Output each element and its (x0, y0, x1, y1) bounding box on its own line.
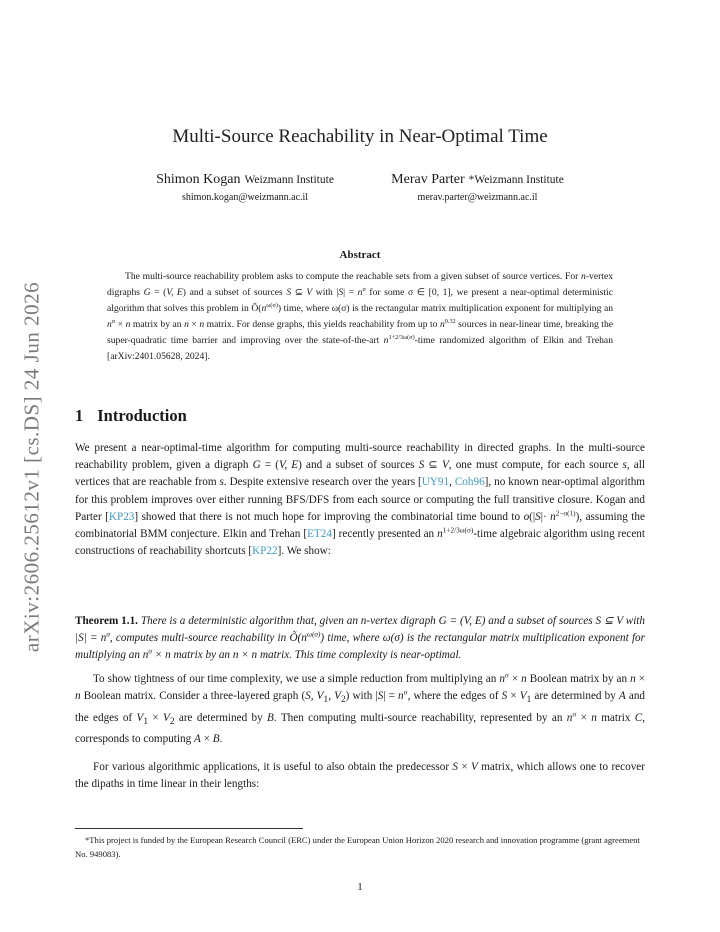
abstract-text: The multi-source reachability problem asks to compute the reachable sets from a given subset of source vertices. For n-vertex digraphs G = (V, E) and a subset of sources S ⊆ V with $|S| = n^\sigma$ for some σ ∈ [0, 1], we present a near-optimal deterministic algorithm that solves this problem in $Õ(n^{\omega(\sigma)})$ time, where ω(σ) is the rectangular matrix multiplication exponent for multiplying an $n^\sigma \times n$ matrix by an n × n matrix. For dense graphs, this yields reachability from up to $n^{0.32}$ sources in near-linear time, breaking the super-quadratic time barrier and improving over the state-of-the-art $n^{1+2/3\omega(\sigma)}$-time randomized algorithm of Elkin and Trehan [arXiv:2401.05628, 2024]. (107, 271, 614, 362)
abstract-heading: Abstract (339, 249, 381, 261)
author-email[interactable]: merav.parter@weizmann.ac.il (417, 192, 538, 203)
intro-paragraph: We present a near-optimal-time algorithm for computing multi-source reachability in directed graphs. In the multi-source reachability problem, given a digraph G = (V, E) and a subset of sources S ⊆ V, one must compute, for each source s, all vertices that are reachable from s. Despite extensive research over the years [UY91, Coh96], no known near-optimal algorithm for this problem improves over either running BFS/DFS from each source or computing the full transitive closure. Kogan and Parter [KP23] showed that there is not much hope for improving the combinatorial time bound to $o(|S|\cdot n^{2-o(1)})$, assuming the combinatorial BMM conjecture. Elkin and Trehan [ET24] recently presented an $n^{1+2/3\omega(\sigma)}$-time algebraic algorithm using recent constructions of reachability shortcuts [KP22]. We show: (75, 442, 645, 558)
citation-link[interactable]: KP22 (252, 545, 278, 558)
section-number: 1 (75, 406, 84, 425)
section-heading (75, 406, 187, 426)
predecessor-paragraph: For various algorithmic applications, it is useful to also obtain the predecessor S × V matrix, which allows one to recover the dipaths in time linear in their lengths: (75, 761, 645, 791)
funding-footnote: *This project is funded by the European Research Council (ERC) under the European Union Horizon 2020 research and innovation programme (grant agreement No. 949083). (75, 835, 640, 859)
theorem-block: Theorem 1.1. There is a deterministic algorithm that, given an n-vertex digraph G = (V, E) and a subset of sources S ⊆ V with $|S| = n^\sigma$, computes multi-source reachability in $Õ(n^{\omega(\sigma)})$ time, where ω(σ) is the rectangular matrix multiplication exponent for multiplying an $n^\sigma \times n$ matrix by an n × n matrix. This time complexity is near-optimal. (75, 615, 646, 662)
tightness-paragraph: To show tightness of our time complexity, we use a simple reduction from multiplying an $n^\sigma \times n$ Boolean matrix by an n × n Boolean matrix. Consider a three-layered graph (S, $V_1$, $V_2$) with $|S| = n^\sigma$, where the edges of $S \times V_1$ are determined by A and the edges of $V_1 \times V_2$ are determined by B. Then computing multi-source reachability, represented by an $n^\sigma \times n$ matrix C, corresponds to computing A × B. (75, 671, 646, 746)
author-block-1 (135, 170, 355, 203)
section-title: Introduction (97, 406, 187, 425)
author-name: Shimon Kogan (156, 172, 241, 187)
citation-link[interactable]: Coh96 (454, 476, 485, 489)
arxiv-identifier: arXiv:2606.25612v1 [cs.DS] 24 Jun 2026 (19, 281, 44, 653)
page-number: 1 (357, 881, 363, 893)
paper-title: Multi-Source Reachability in Near-Optimal Time (172, 126, 548, 147)
arxiv-sidebar (8, 262, 56, 672)
footnote-divider (75, 828, 303, 829)
theorem-label: Theorem 1.1. (75, 615, 138, 627)
author-name: Merav Parter (391, 172, 465, 187)
citation-link[interactable]: ET24 (307, 528, 332, 541)
author-email[interactable]: shimon.kogan@weizmann.ac.il (181, 192, 309, 203)
citation-link[interactable]: KP23 (108, 510, 135, 523)
author-block-2 (375, 170, 580, 203)
author-affiliation: Weizmann Institute (244, 174, 334, 186)
citation-link[interactable]: UY91 (421, 476, 450, 489)
author-affiliation: *Weizmann Institute (468, 174, 564, 186)
